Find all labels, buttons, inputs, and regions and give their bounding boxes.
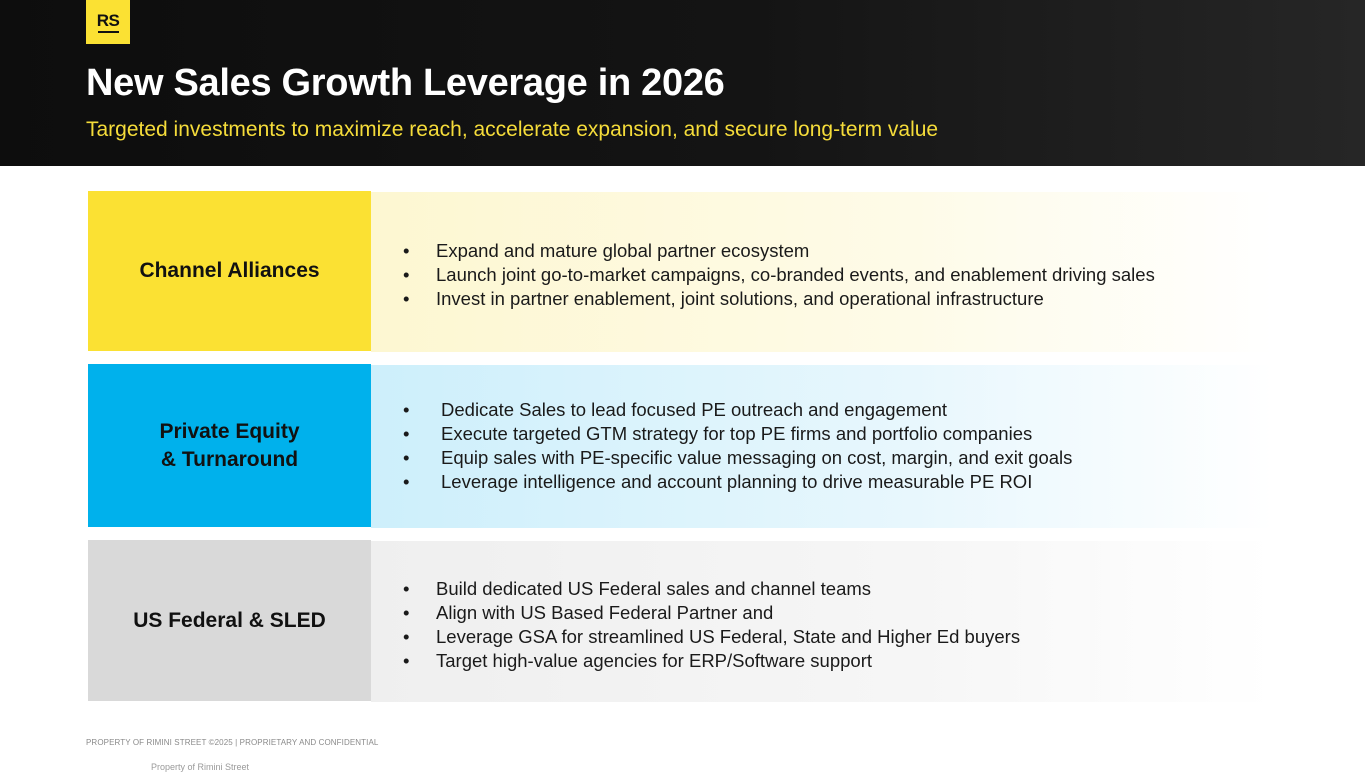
list-item [403,601,1020,625]
bullet-dot: • [403,578,410,599]
row-private-equity [88,364,1274,527]
list-item [403,287,1155,311]
row-label [88,364,371,527]
property-footer: Property of Rimini Street [151,762,250,772]
row-label-text: Channel Alliances [139,259,320,282]
list-item [403,263,1155,287]
list-item [403,398,1072,422]
bullet-dot: • [403,240,410,261]
header-banner [0,0,1365,166]
list-item [403,577,1020,601]
bullet-text: Target high-value agencies for ERP/Software support [436,650,873,671]
logo-underline [98,31,119,33]
bullet-dot: • [403,399,410,420]
row-body [371,365,1274,528]
list-item [403,625,1020,649]
list-item [403,422,1072,446]
row-label-text [159,418,299,474]
bullet-text: Launch joint go-to-market campaigns, co-branded events, and enablement driving sales [436,264,1155,285]
list-item [403,446,1072,470]
row-label-line: & Turnaround [160,447,299,471]
row-channel-alliances [88,191,1274,351]
bullet-dot: • [403,264,410,285]
list-item [403,649,1020,673]
row-body [371,192,1274,352]
row-label [88,191,371,351]
bullet-list [403,577,1020,673]
bullet-dot: • [403,447,410,468]
row-label [88,540,371,701]
bullet-dot: • [403,471,410,492]
confidential-footer: PROPERTY OF RIMINI STREET ©2025 | PROPRIETARY AND CONFIDENTIAL [86,738,379,747]
row-label-text: US Federal & SLED [133,608,326,632]
bullet-text: Expand and mature global partner ecosystem [436,240,810,261]
slide-subtitle: Targeted investments to maximize reach, accelerate expansion, and secure long-term value [86,118,939,141]
bullet-list [403,239,1155,311]
bullet-dot: • [403,650,410,671]
bullet-text: Build dedicated US Federal sales and channel teams [436,578,872,599]
slide-title: New Sales Growth Leverage in 2026 [86,62,725,104]
logo-text: RS [96,10,120,30]
bullet-text: Dedicate Sales to lead focused PE outreach and engagement [441,399,948,420]
bullet-dot: • [403,626,410,647]
bullet-dot: • [403,423,410,444]
row-label-line: Private Equity [159,419,300,443]
bullet-text: Align with US Based Federal Partner and [436,602,774,623]
bullet-text: Leverage intelligence and account planning to drive measurable PE ROI [441,471,1033,492]
row-us-federal-sled [88,540,1274,701]
bullet-text: Equip sales with PE-specific value messaging on cost, margin, and exit goals [441,447,1073,468]
bullet-dot: • [403,288,410,309]
row-body [371,541,1274,702]
bullet-dot: • [403,602,410,623]
list-item [403,239,1155,263]
bullet-list [403,398,1072,494]
bullet-text: Leverage GSA for streamlined US Federal, State and Higher Ed buyers [436,626,1021,647]
company-logo [86,0,130,44]
list-item [403,470,1072,494]
bullet-text: Invest in partner enablement, joint solutions, and operational infrastructure [436,288,1044,309]
bullet-text: Execute targeted GTM strategy for top PE firms and portfolio companies [441,423,1033,444]
